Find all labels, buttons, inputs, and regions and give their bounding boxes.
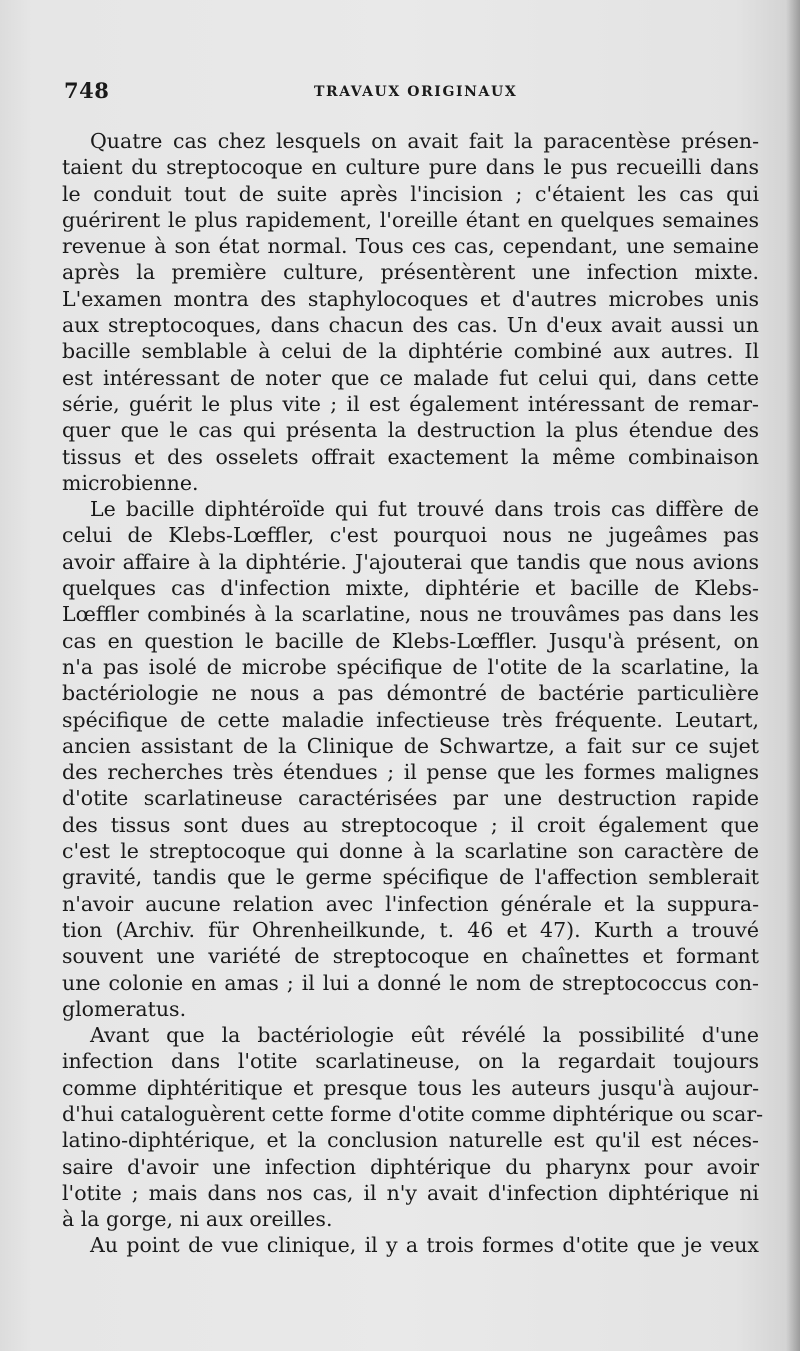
text-line: série, guérit le plus vite ; il est également intéressant de remar- [62,391,759,416]
text-line: est intéressant de noter que ce malade fut celui qui, dans cette [62,365,759,390]
text-line: Le bacille diphtéroïde qui fut trouvé dans trois cas diffère de [90,497,759,522]
text-line: des tissus sont dues au streptocoque ; il croit également que [62,812,759,837]
text-line: saire d'avoir une infection diphtérique du pharynx pour avoir [62,1154,759,1179]
text-line: l'otite ; mais dans nos cas, il n'y avait d'infection diphtérique ni [62,1180,759,1205]
text-line: comme diphtéritique et presque tous les auteurs jusqu'à aujour- [62,1075,759,1100]
text-line: à la gorge, ni aux oreilles. [62,1207,333,1232]
text-line: tissus et des osselets offrait exactement la même combinaison [62,444,759,469]
text-line: une colonie en amas ; il lui a donné le nom de streptococcus con- [62,970,759,995]
running-head [64,78,744,108]
text-line: Quatre cas chez lesquels on avait fait la paracentèse présen- [90,129,759,153]
text-line: glomeratus. [62,996,187,1021]
text-line: microbienne. [62,470,199,495]
text-line: latino-diphtérique, et la conclusion naturelle est qu'il est néces- [62,1128,759,1153]
text-line: des recherches très étendues ; il pense que les formes malignes [62,760,759,785]
text-line: après la première culture, présentèrent une infection mixte. [62,260,759,285]
text-line: n'a pas isolé de microbe spécifique de l'otite de la scarlatine, la [62,654,759,679]
text-line: taient du streptocoque en culture pure dans le pus recueilli dans [62,155,759,180]
text-line: bactériologie ne nous a pas démontré de bactérie particulière [62,681,759,706]
text-line: souvent une variété de streptocoque en chaînettes et formant [62,944,759,969]
text-line: avoir affaire à la diphtérie. J'ajouterai que tandis que nous avions [62,549,759,574]
text-line: Au point de vue clinique, il y a trois formes d'otite que je veux [90,1233,759,1258]
text-line: Lœffler combinés à la scarlatine, nous ne trouvâmes pas dans les [62,602,759,627]
text-line: infection dans l'otite scarlatineuse, on la regardait toujours [62,1049,759,1074]
text-line: c'est le streptocoque qui donne à la scarlatine son caractère de [62,839,759,864]
text-line: cas en question le bacille de Klebs-Lœffler. Jusqu'à présent, on [62,628,759,653]
text-line: L'examen montra des staphylocoques et d'autres microbes unis [62,286,759,311]
text-line: quer que le cas qui présenta la destruction la plus étendue des [62,418,759,443]
text-line: ancien assistant de la Clinique de Schwartze, a fait sur ce sujet [62,733,759,758]
text-line: aux streptocoques, dans chacun des cas. Un d'eux avait aussi un [62,313,759,338]
body-text [62,128,764,1259]
text-line: gravité, tandis que le germe spécifique de l'affection semblerait [62,865,759,890]
page-number: 748 [64,78,110,103]
text-line: Avant que la bactériologie eût révélé la possibilité d'une [90,1023,759,1048]
text-line: revenue à son état normal. Tous ces cas, cependant, une semaine [62,234,759,259]
text-line: spécifique de cette maladie infectieuse très fréquente. Leutart, [62,707,759,732]
text-line: d'hui cataloguèrent cette forme d'otite comme diphtérique ou scar- [62,1101,764,1126]
text-line: d'otite scarlatineuse caractérisées par une destruction rapide [62,786,759,811]
text-line: n'avoir aucune relation avec l'infection générale et la suppura- [62,891,759,916]
text-line: celui de Klebs-Lœffler, c'est pourquoi nous ne jugeâmes pas [62,523,759,548]
running-title: TRAVAUX ORIGINAUX [314,84,518,100]
text-line: bacille semblable à celui de la diphtérie combiné aux autres. Il [62,339,759,364]
text-line: le conduit tout de suite après l'incision ; c'étaient les cas qui [62,181,759,206]
text-line: quelques cas d'infection mixte, diphtérie et bacille de Klebs- [62,576,759,601]
text-line: tion (Archiv. für Ohrenheilkunde, t. 46 et 47). Kurth a trouvé [62,917,759,942]
text-line: guérirent le plus rapidement, l'oreille étant en quelques semaines [62,207,759,232]
